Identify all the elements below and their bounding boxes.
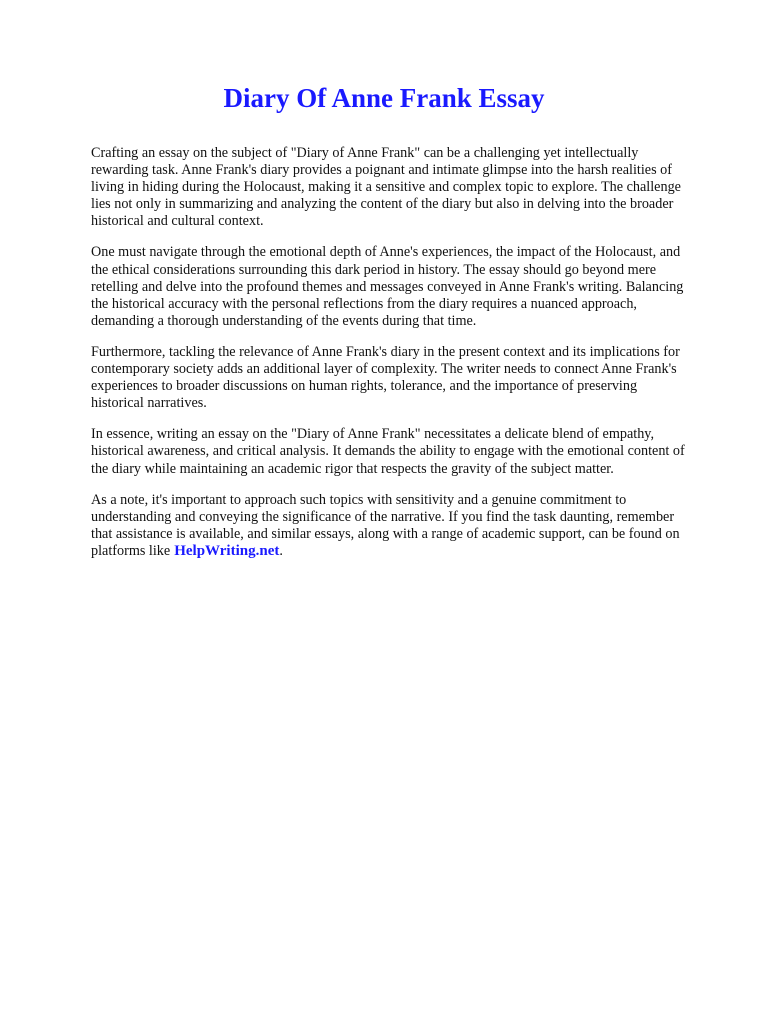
paragraph-3: Furthermore, tackling the relevance of Anne Frank's diary in the present context and its implications for contemporary society adds an additional layer of complexity. The writer needs to connect Anne Frank's experiences to broader discussions on human rights, tolerance, and the importance of preserving historical narratives. (91, 343, 680, 412)
paragraph-1: Crafting an essay on the subject of "Diary of Anne Frank" can be a challenging yet intellectually rewarding task. Anne Frank's diary provides a poignant and intimate glimpse into the harsh realities of living in hiding during the Holocaust, making it a sensitive and complex topic to explore. The challenge lies not only in summarizing and analyzing the content of the diary but also in delving into the broader historical and cultural context. (91, 145, 681, 230)
helpwriting-link[interactable]: HelpWriting.net (174, 542, 280, 559)
paragraph-5 (91, 492, 691, 560)
paragraph-4: In essence, writing an essay on the "Diary of Anne Frank" necessitates a delicate blend of empathy, historical awareness, and critical analysis. It demands the ability to engage with the emotional content of the diary while maintaining an academic rigor that respects the gravity of the subject matter. (91, 426, 685, 477)
page-title: Diary Of Anne Frank Essay (223, 83, 545, 113)
closing-suffix: . (279, 542, 283, 559)
closing-text: As a note, it's important to approach such topics with sensitivity and a genuine commitment to understanding and conveying the significance of the narrative. If you find the task daunting, remember that assistance is available, and similar essays, along with a range of academic support, can be found on platforms like (91, 491, 680, 559)
paragraph-2: One must navigate through the emotional depth of Anne's experiences, the impact of the Holocaust, and the ethical considerations surrounding this dark period in history. The essay should go beyond mere retelling and delve into the profound themes and messages conveyed in Anne Frank's writing. Balancing the historical accuracy with the personal reflections from the diary requires a nuanced approach, demanding a thorough understanding of the events during that time. (91, 244, 684, 329)
essay-body (91, 145, 691, 574)
